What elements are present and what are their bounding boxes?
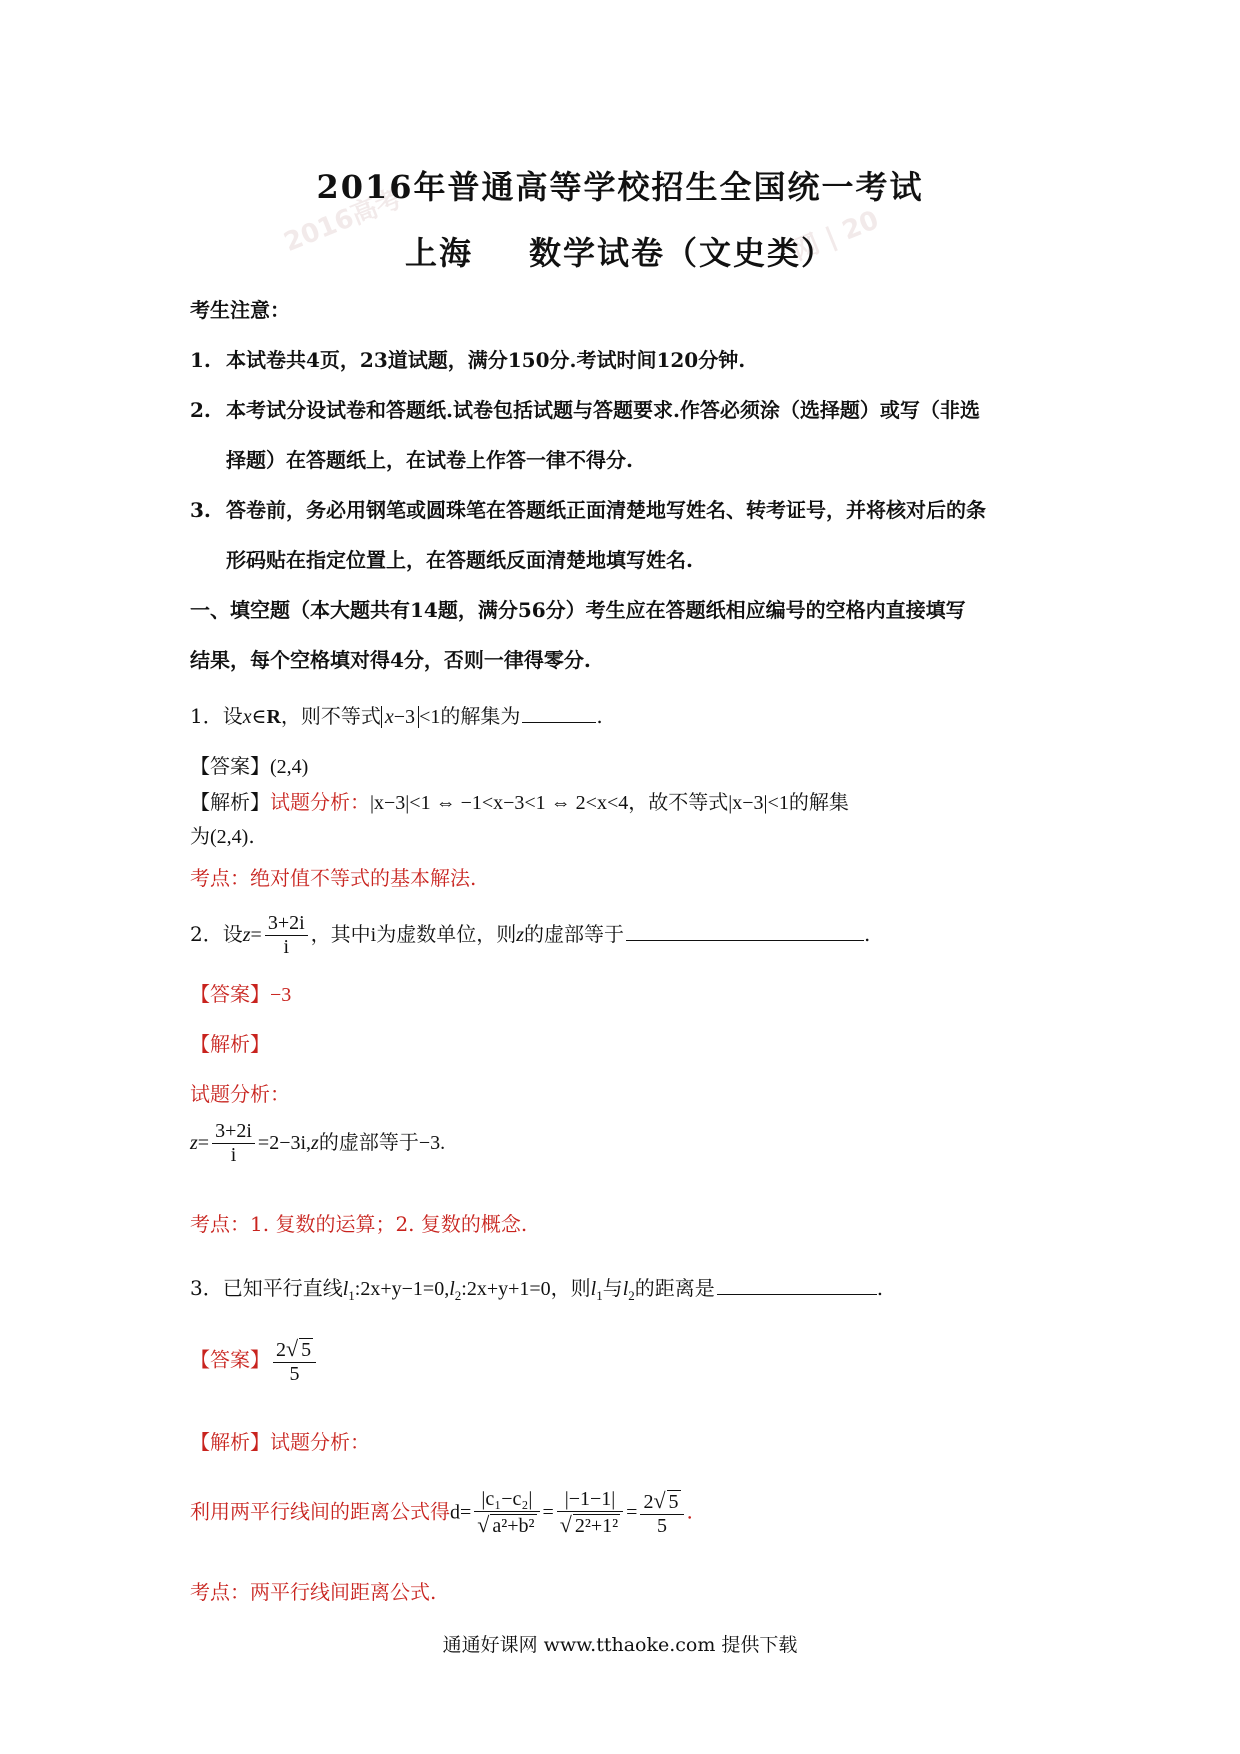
title-subject: 数学试卷（文史类）: [529, 234, 836, 272]
answer-blank: [717, 1293, 877, 1295]
notice-heading: 考生注意：: [190, 298, 290, 322]
q2-point: 考点：1. 复数的运算；2. 复数的概念.: [190, 1212, 528, 1236]
page-footer: 通通好课网 www.tthaoke.com 提供下载: [442, 1634, 798, 1656]
title-place: 上海: [404, 234, 473, 272]
answer-blank: [522, 721, 596, 723]
question-number: 3．: [190, 1276, 223, 1300]
page-title: 2016年普通高等学校招生全国统一考试: [316, 168, 924, 206]
section-heading-cont: 结果，每个空格填对得4分，否则一律得零分.: [190, 648, 591, 672]
q3-analysis-label: 【解析】试题分析：: [190, 1430, 370, 1454]
question-number: 2．: [190, 922, 223, 946]
section-heading: 一、填空题（本大题共有14题，满分56分）考生应在答题纸相应编号的空格内直接填写: [190, 598, 966, 622]
notice-item-text: 答卷前，务必用钢笔或圆珠笔在答题纸正面清楚地写姓名、转考证号，并将核对后的条: [226, 498, 986, 522]
fraction: $\frac{2√ 5}{5}$: [273, 1336, 316, 1386]
question-2: 2．设z= $\frac{3+2i}{i}$ ，其中i为虚数单位，则z的虚部等于 .: [190, 912, 871, 958]
q1-analysis-cont: 为(2,4).: [190, 824, 255, 848]
q1-analysis: 【解析】试题分析：|x−3|<1 ⇔ −1<x−3<1 ⇔ 2<x<4，故不等式|x−3|<1的解集: [190, 790, 849, 814]
question-1: 1．设x∈R，则不等式 x−3 <1的解集为 .: [190, 704, 603, 728]
fraction: $\frac{3+2i}{i}$: [212, 1120, 255, 1167]
fraction: $\frac{\text{|c₁−c₂|}}{\text{√ a²+b²}}$: [474, 1488, 539, 1538]
notice-item-3-cont: 形码贴在指定位置上，在答题纸反面清楚地填写姓名.: [226, 548, 693, 572]
notice-item-text: 本试卷共4页，23道试题，满分150分.考试时间120分钟.: [226, 348, 746, 372]
q2-analysis-intro: 试题分析：: [190, 1082, 290, 1106]
question-number: 1．: [190, 704, 223, 728]
notice-item-1: [190, 344, 1070, 373]
notice-item-number: 3.: [190, 498, 211, 522]
fraction: $\frac{3+2i}{i}$: [265, 912, 308, 959]
notice-item-2: [190, 394, 1070, 423]
q1-answer: 【答案】(2,4): [190, 754, 309, 778]
fraction: $\frac{2√ 5}{5}$: [640, 1488, 683, 1538]
notice-item-2-cont: 择题）在答题纸上，在试卷上作答一律不得分.: [226, 448, 633, 472]
q3-solution: 利用两平行线间的距离公式得d= $\frac{\text{|c₁−c₂|}}{\text{√ a²+b²}}$ = $\frac{|-1-1|}{\text{√ 2²+1²}}$ = $\frac{2√ 5}{5}$ .: [190, 1488, 693, 1537]
q1-point: 考点：绝对值不等式的基本解法.: [190, 866, 477, 890]
abs-expression: x−3: [381, 706, 419, 728]
watermark-text: 2016高考: [279, 183, 407, 259]
notice-item-3: [190, 494, 1070, 523]
q3-point: 考点：两平行线间距离公式.: [190, 1580, 437, 1604]
watermark-text: 网 | 20: [788, 205, 884, 267]
page-subtitle: [0, 228, 1240, 274]
notice-item-number: 2.: [190, 398, 211, 422]
fraction: $\frac{|-1-1|}{\text{√ 2²+1²}}$: [557, 1488, 623, 1538]
answer-blank: [626, 939, 864, 941]
q3-answer: 【答案】 $\frac{2√ 5}{5}$: [190, 1336, 1070, 1386]
q2-analysis-label: 【解析】: [190, 1032, 270, 1056]
q2-answer: 【答案】−3: [190, 982, 292, 1006]
question-3: 3．已知平行直线$l_1:2x+y-1=0,l_2:2x+y+1=0$，则$l_1$与$l_2$的距离是 .: [190, 1276, 884, 1303]
q2-solution: z= $\frac{3+2i}{i}$ =2−3i,z的虚部等于−3.: [190, 1120, 446, 1166]
notice-item-number: 1.: [190, 348, 211, 372]
notice-item-text: 本考试分设试卷和答题纸.试卷包括试题与答题要求.作答必须涂（选择题）或写（非选: [226, 398, 980, 422]
